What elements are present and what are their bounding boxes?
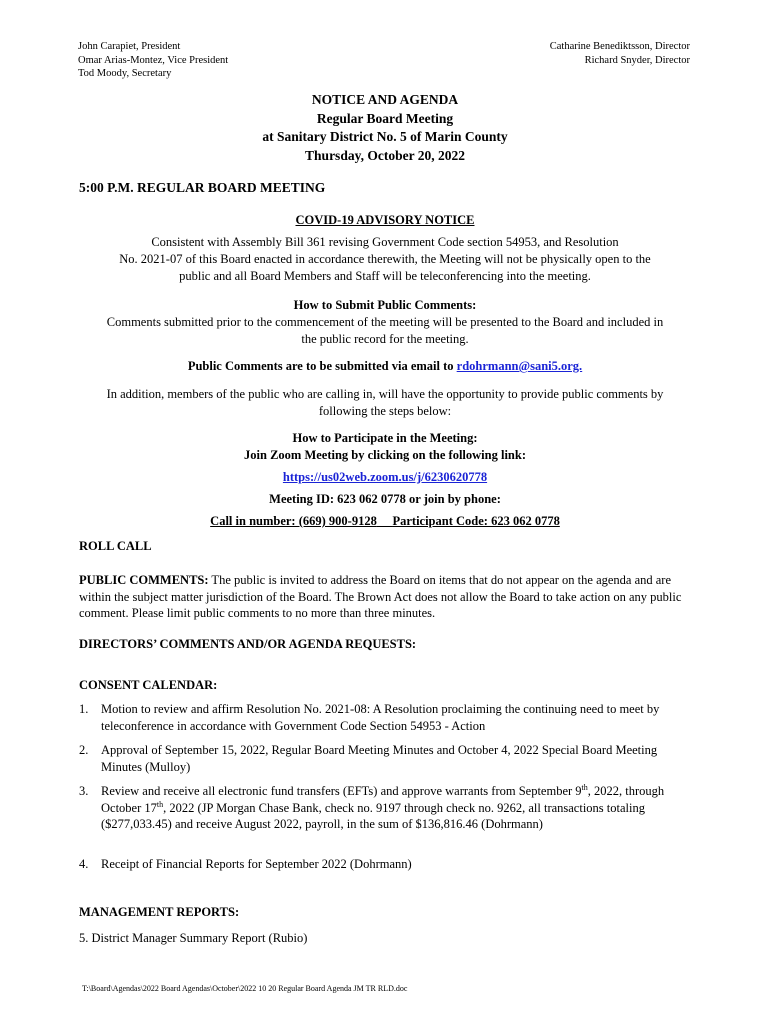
zoom-line: Join Zoom Meeting by clicking on the following link: [244, 448, 526, 462]
consent-item-1 [79, 701, 688, 734]
officers-list [78, 40, 228, 81]
management-heading: MANAGEMENT REPORTS: [79, 905, 240, 919]
email-line [70, 358, 700, 375]
submit-comments [70, 297, 700, 348]
item-number: 1. [79, 702, 89, 716]
calling-in-paragraph [70, 386, 700, 420]
calling-in-1: In addition, members of the public who are calling in, will have the opportunity to provide public comments by [106, 387, 664, 401]
consent-item-2 [79, 742, 688, 775]
officer-secretary: Tod Moody, Secretary [78, 68, 172, 79]
meeting-heading: 5:00 P.M. REGULAR BOARD MEETING [79, 180, 326, 195]
item-number: 3. [79, 784, 89, 798]
participate-block [70, 430, 700, 530]
consent-item-3 [79, 783, 688, 833]
document-title [0, 91, 770, 165]
meeting-id: Meeting ID: 623 062 0778 or join by phone: [269, 492, 501, 506]
item-text: Receipt of Financial Reports for September 2022 (Dohrmann) [101, 857, 412, 871]
directors-list [550, 40, 690, 67]
call-in-line [70, 513, 700, 530]
participant-code: Participant Code: 623 062 0778 [392, 514, 560, 528]
public-comments-text: The public is invited to address the Board on items that do not appear on the agenda and are within the subject matter jurisdiction of the Board. The Brown Act does not allow the Board to take action on any public comment. Please limit public comments to no more than three minutes. [79, 573, 682, 620]
title-line-3: at Sanitary District No. 5 of Marin County [262, 129, 508, 144]
submit-heading: How to Submit Public Comments: [293, 298, 477, 312]
covid-body-2: No. 2021-07 of this Board enacted in accordance therewith, the Meeting will not be physically open to the [119, 252, 651, 266]
public-comments-paragraph [79, 572, 688, 622]
file-path-footer: T:\Board\Agendas\2022 Board Agendas\October\2022 10 20 Regular Board Agenda JM TR RLD.doc [82, 984, 408, 993]
email-link[interactable]: rdohrmann@sani5.org. [456, 359, 583, 373]
roll-call-heading: ROLL CALL [79, 539, 152, 553]
director-2: Richard Snyder, Director [584, 54, 690, 66]
item-text-part: Review and receive all electronic fund transfers (EFTs) and approve warrants from September 9 [101, 784, 582, 798]
item-text-part: , 2022 (JP Morgan Chase Bank, check no. 9197 through check no. 9262, all transactions totaling ($277,033.45) and receive August 2022, payroll, in the sum of $136,816.46 (Dohrmann) [101, 800, 645, 831]
submit-body-2: the public record for the meeting. [301, 332, 469, 346]
ordinal-suffix: th [581, 782, 588, 792]
participate-heading: How to Participate in the Meeting: [292, 431, 478, 445]
item-text [101, 783, 688, 833]
item-text: Motion to review and affirm Resolution No. 2021-08: A Resolution proclaiming the continuing need to meet by teleconference in accordance with Government Code Section 54953 - Action [101, 702, 660, 733]
item-text: Approval of September 15, 2022, Regular Board Meeting Minutes and October 4, 2022 Special Board Meeting Minutes (Mulloy) [101, 743, 658, 774]
directors-heading: DIRECTORS’ COMMENTS AND/OR AGENDA REQUESTS: [79, 637, 417, 651]
item-text-part: , 2022, through October 17 [101, 784, 665, 815]
title-line-4: Thursday, October 20, 2022 [305, 147, 465, 163]
call-in-number: Call in number: (669) 900-9128 [210, 514, 377, 528]
title-line-1: NOTICE AND AGENDA [311, 92, 459, 107]
submit-body-1: Comments submitted prior to the commencement of the meeting will be presented to the Board and included in [106, 315, 664, 329]
covid-body-3: public and all Board Members and Staff will be teleconferencing into the meeting. [179, 269, 591, 283]
consent-item-4 [79, 856, 688, 873]
director-1: Catharine Benediktsson, Director [549, 41, 690, 52]
officer-vice-president: Omar Arias-Montez, Vice President [78, 54, 229, 66]
zoom-link[interactable]: https://us02web.zoom.us/j/6230620778 [282, 470, 488, 484]
item-number: 2. [79, 743, 89, 757]
officer-president: John Carapiet, President [78, 41, 181, 52]
title-line-2: Regular Board Meeting [316, 110, 454, 126]
item-number: 4. [79, 857, 89, 871]
ordinal-suffix: th [156, 799, 164, 809]
public-comments-label: PUBLIC COMMENTS: [79, 573, 209, 587]
consent-heading: CONSENT CALENDAR: [79, 678, 218, 692]
management-item-5: 5. District Manager Summary Report (Rubio) [79, 931, 308, 945]
covid-notice [70, 212, 700, 285]
covid-body-1: Consistent with Assembly Bill 361 revising Government Code section 54953, and Resolution [151, 235, 619, 249]
covid-heading: COVID-19 ADVISORY NOTICE [295, 213, 475, 227]
calling-in-2: following the steps below: [318, 404, 452, 418]
email-prefix: Public Comments are to be submitted via email to [187, 359, 457, 373]
